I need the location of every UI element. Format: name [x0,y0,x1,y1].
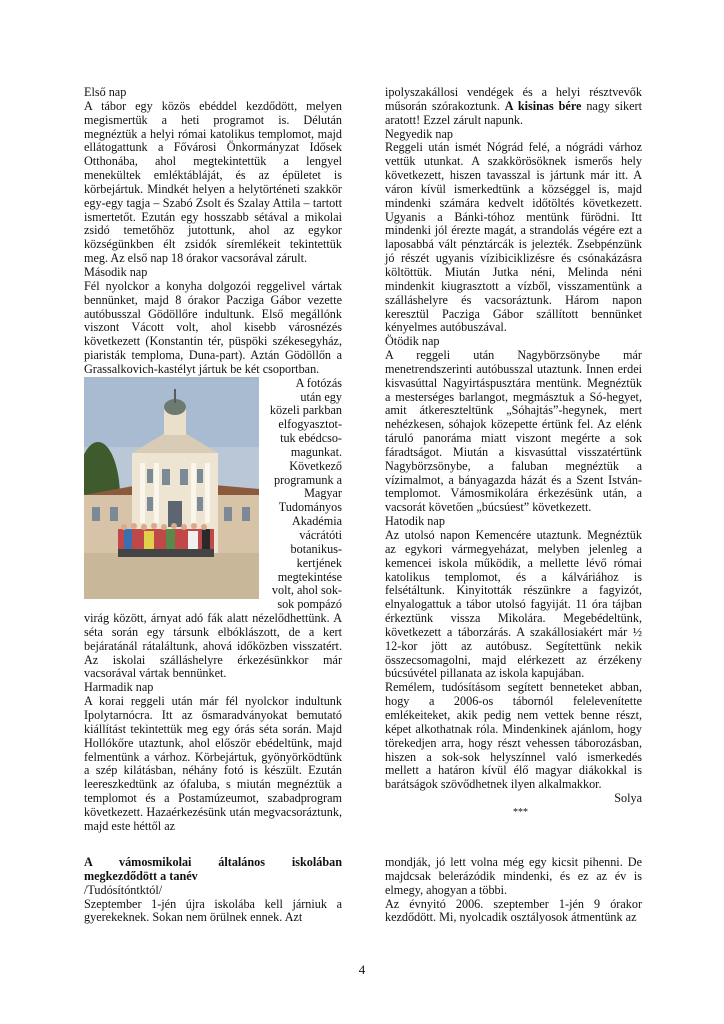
wrap-line: közeli parkban [269,403,342,418]
wrap-line: elfogyasztot- [278,417,342,432]
paragraph-day6: Az utolsó napon Kemencére utaztunk. Megnéztük az egykori vármegyeházat, melyben jelenleg a kemencei iskola működik, a mellette lévő római katolikus templomot, és a kálváriához is felsétáltunk. Kinyitották részünkre a fagyizót, elnyalogattuk a tábor utolsó fagyiját. 11 óra tájban érkeztünk vissza Mikolára. Megebédeltünk, következett a táborzárás. A szakállosiakért már ½ 12-kor jött az autóbusz. Segítettünk nekik összecsomagolni, majd elérkezett az érzékeny búcsúvétel pillanata az iskola kapujában. [385,528,642,681]
wrap-line: Akadémia [291,514,342,529]
play-title: A kisinas bére [504,98,582,113]
wrap-line: Magyar [304,486,342,501]
page-number: 4 [358,962,366,977]
text-run: ipolyszakállosi vendégek és a helyi résztvevők műsorán szórakoztunk. [385,85,642,113]
article2-paragraph2: Az évnyitó 2006. szeptember 1-jén 9 órakor kezdődött. Mi, nyolcadik osztályosok átmentünk az [385,896,642,925]
heading-day3: Harmadik nap [84,680,154,695]
author-signature: Solya [614,791,642,806]
left-column [84,86,342,834]
article2-paragraph1: Szeptember 1-jén újra iskolába kell járniuk a gyerekeknek. Sokan nem örülnek ennek. Azt [84,896,342,925]
wrap-line: megtekintése [277,569,342,584]
paragraph-day2-continued: virág között, árnyat adó fák alatt nézelődhettünk. A séta során egy társunk elbóklászott, de a kert bejáratánál rátaláltunk, ahová időközben visszatért. Az iskolai szálláshelyre érkezésünkkor már vacsorával vártak bennünket. [84,611,342,681]
heading-day5: Ötödik nap [385,334,440,349]
paragraph-day2: Fél nyolckor a konyha dolgozói reggelivel vártak bennünket, majd 8 órakor Pacziga Gábor vezette autóbusszal Gödöllőre indultunk. Első megállónk viszont Vácott volt, ahol kisebb városnézés következett (Konstantin tér, püspöki székesegyház, piaristák temploma, Duna-part). Aztán Gödöllőn a Grassalkovich-kastélyt jártuk be két csoportban. [84,278,342,376]
article2-byline: /Tudósítóntktól/ [84,882,163,897]
heading-day1: Első nap [84,85,127,99]
heading-day6: Hatodik nap [385,514,445,529]
paragraph-day1: A tábor egy közös ebéddel kezdődött, melyen megismertük a heti programot is. Délután megnéztük a helyi római katolikus templomot, majd ellátogattunk a Fővárosi Önkormányzat Idősek Otthonába, ahol megtekintettük a lengyel menekültek emléktábláját, és az épületet is körbejártuk. Mindkét helyen a helytörténeti szakkör egy-egy tagja – Szabó Zsolt és Szalay Attila – tartott ismertetőt. Ezután egy hosszabb sétával a mikolai zsidó temetőhöz jutottunk, ahol az egykor községünkben élt zsidók síremlékeit tekintettük meg. Az első nap 18 órakor vacsorával zárult. [84,98,342,266]
wrap-line: programunk a [273,472,342,487]
article2-title-line2: megkezdődött a tanév [84,868,198,883]
text-run: nagy sikert aratott! Ezzel zárult napunk. [385,98,642,127]
paragraph-day3: A korai reggeli után már fél nyolckor indultunk Ipolytarnócra. Itt az ősmaradványokat bemutató kiállítást tekintettük meg egy órás séta során. Majd Hollókőre utaztunk, ahol először ebédeltünk, majd felmentünk a várhoz. Körbejártuk, gyönyörködtünk a szép kilátásban, néhány fotó is készült. Ezután leereszkedtünk az ófaluba, s miután megnéztük a templomot és a Postamúzeumot, szabadprogram következett. Hazaérkezésünk után megvacsoráztunk, majd este héttől az [84,694,342,833]
wrap-line: után egy [300,389,342,404]
article2-paragraph1-continued: mondják, jó lett volna még egy kicsit pihenni. De majdcsak belerázódik mindenki, és ez az év is elmegy, ahogyan a többi. [385,855,642,897]
wrap-line: Következő [289,458,342,473]
paragraph-day5: A reggeli után Nagybörzsönybe már menetrendszerinti autóbusszal utaztunk. Innen erdei kisvasúttal Nagyirtáspusztára mentünk. Megnéztük a mesterséges barlangot, megmásztuk a Só-hegyet, amit átkereszteltünk „Sóhajtás”-hegynek, mert nehézkesen, sóhajok közepette értünk fel. Az elénk táruló panoráma miatt viszont megérte a sok fáradtságot. Miután a kisvasúttal visszatértünk Nagybörzsönybe, a faluban megnéztük a vízimalmot, a bányagazda házát és a Szent István-templomot. Vámosmikolára érkezésünk után, a vacsorát követően „búcsúest” következett. [385,348,642,515]
article2-left-column [84,856,342,925]
heading-day4: Negyedik nap [385,126,454,141]
paragraph-closing: Remélem, tudósításom segített benneteket abban, hogy a 2006-os tábornól felelevenítette emlékeiteket, akik pedig nem vettek benne részt, képet alkothatnak róla. Mindenkinek ajánlom, hogy törekedjen arra, hogy részt vehessen táborozásban, hiszen a sok-sok helyszínnel való ismerkedés mellett a határon kívül élő magyar diákokkal is barátságok szövődhetnek ilyen alkalmakkor. [385,680,642,792]
castle-group-photo [84,377,259,599]
paragraph-day4: Reggeli után ismét Nógrád felé, a nógrádi várhoz vettük utunkat. A szakkörösöknek ismerős hely következett, hiszen tavasszal is jártunk már itt. A váron kívül ismerkedtünk a községgel is, majd mindenki számára kedvelt időtöltés következett. Ugyanis a Bánki-tóhoz mentünk fürödni. Itt mindenki jól érezte magát, a strandolás végére ezt a laposabbá vált pénztárcák is jelezték. Zsebpénzünk jó részét ugyanis vízibiciklizésre és csónakázásra költöttük. Miután Jutka néni, Melinda néni mindenkit kiugrasztott a vízből, visszamentünk a szálláshelyre és vacsoráztunk. Három napon keresztül Pacziga Gábor szállított bennünket kényelmes autóbuszával. [385,140,642,335]
wrap-line: vácrátóti [299,528,342,542]
wrap-line: botanikus- [290,541,342,556]
wrap-line: magunkat. [290,444,342,459]
wrap-line: tuk ebédcso- [280,431,342,446]
paragraph-day3-continued [385,86,642,128]
article2-right-column [385,856,642,925]
article2-title-line1: A vámosmikolai általános iskolában [84,855,342,869]
heading-day2: Második nap [84,264,148,279]
wrap-line: A fotózás [295,375,342,390]
wrap-line: kertjének [296,555,342,570]
wrap-line: Tudományos [278,500,342,515]
section-separator: *** [513,806,528,818]
right-column [385,86,642,820]
wrap-line: volt, ahol sok- [271,583,342,598]
wrap-line: sok pompázó [277,597,342,612]
